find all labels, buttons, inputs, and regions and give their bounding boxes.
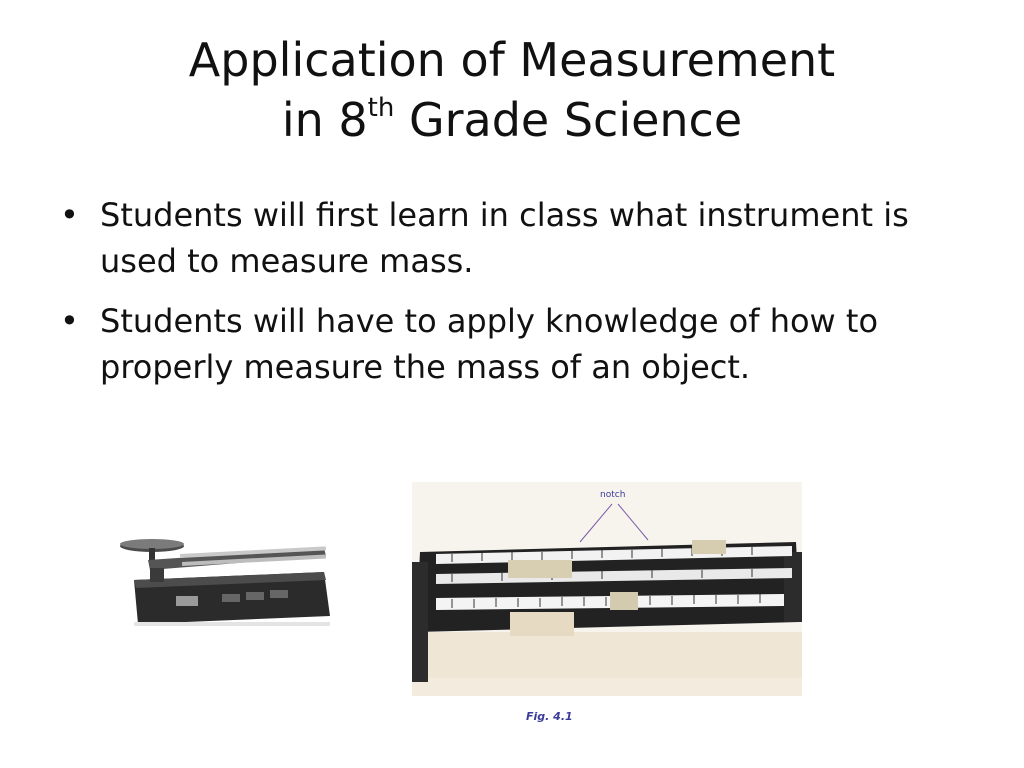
bullet-point-icon: • — [60, 302, 79, 340]
bullet-list — [60, 192, 980, 404]
title-superscript: th — [367, 93, 395, 123]
title-line-2-suffix: Grade Science — [394, 93, 743, 147]
balance-beam-closeup-image — [412, 482, 802, 696]
bullet-item — [60, 192, 980, 284]
title-line-1: Application of Measurement — [188, 33, 836, 87]
triple-beam-balance-image — [110, 520, 336, 630]
bullet-text: Students will have to apply knowledge of how to properly measure the mass of an object. — [100, 302, 879, 386]
title-line-2-prefix: in 8 — [281, 93, 368, 147]
slide-title — [0, 30, 1024, 150]
bullet-point-icon: • — [60, 196, 79, 234]
bullet-item — [60, 298, 980, 390]
figure-caption: Fig. 4.1 — [526, 710, 573, 723]
title-line-2 — [282, 93, 742, 147]
bullet-text: Students will first learn in class what instrument is used to measure mass. — [100, 196, 909, 280]
notch-label: notch — [600, 490, 626, 500]
